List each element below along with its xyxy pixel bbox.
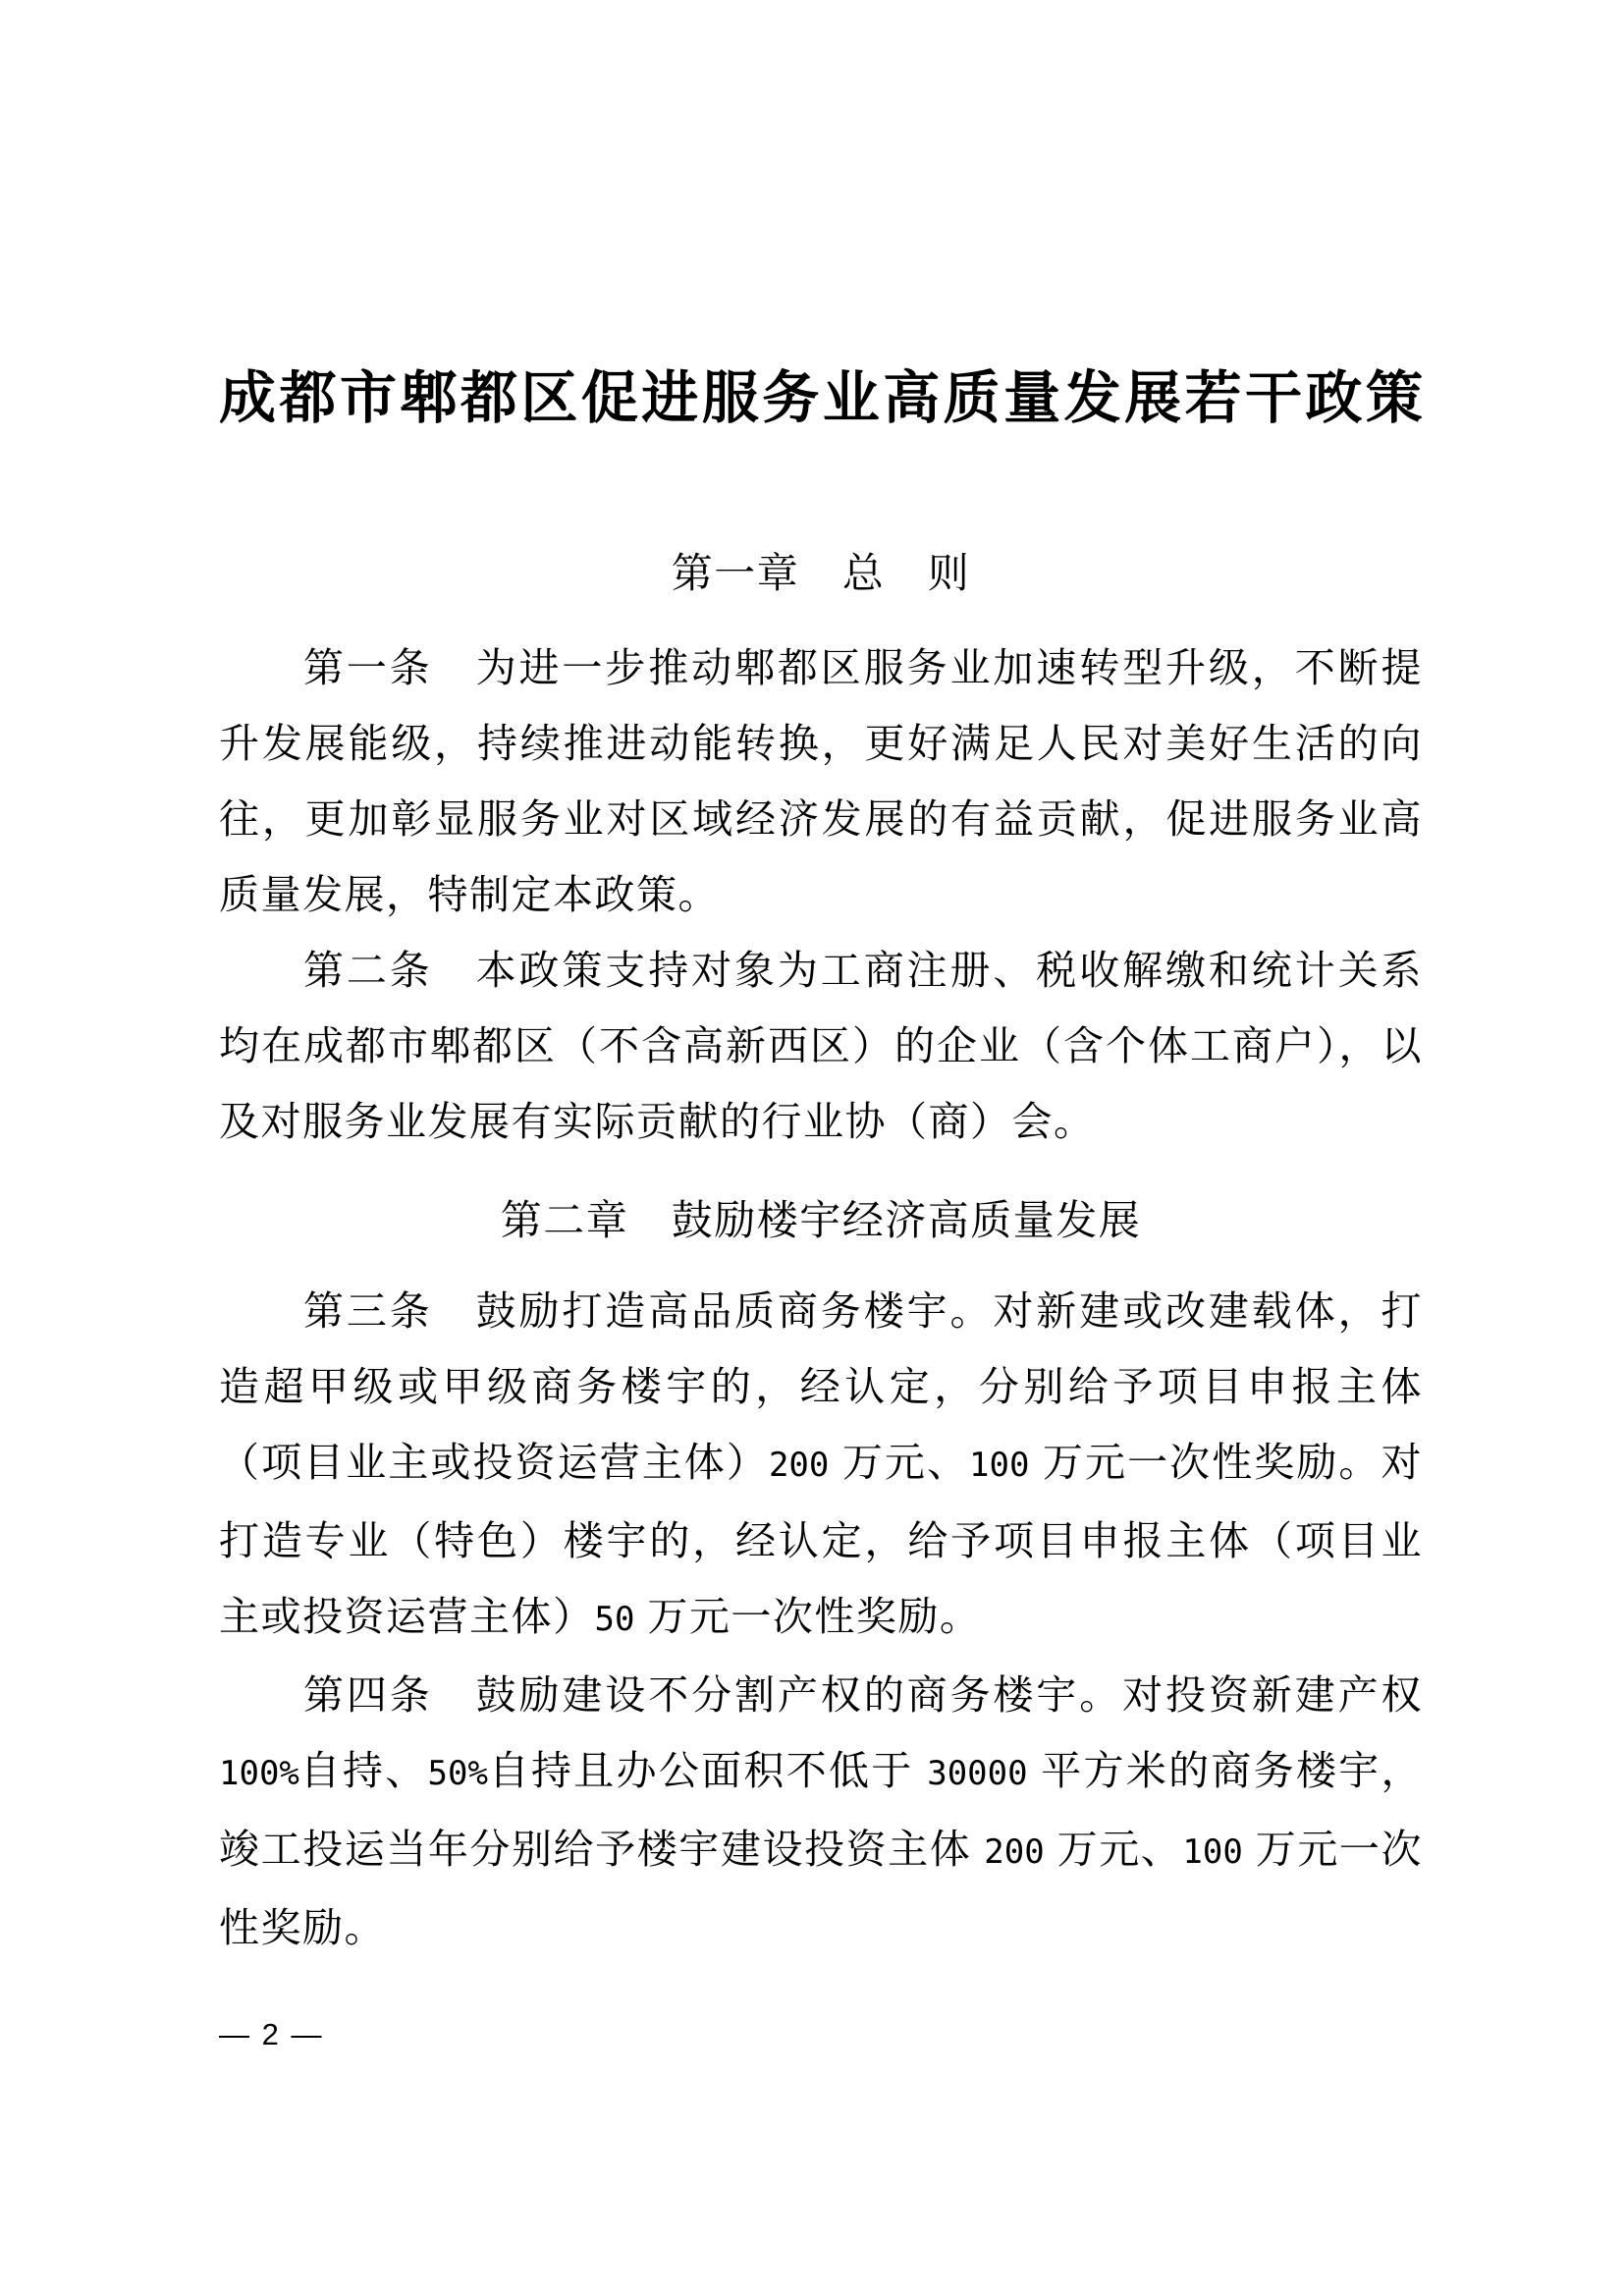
- article-2-paragraph: 第二条 本政策支持对象为工商注册、税收解缴和统计关系均在成都市郫都区（不含高新西区）的企业（含个体工商户），以及对服务业发展有实际贡献的行业协（商）会。: [219, 948, 1423, 1144]
- article-3-paragraph: 第三条 鼓励打造高品质商务楼宇。对新建或改建载体，打造超甲级或甲级商务楼宇的，经认定，分别给予项目申报主体（项目业主或投资运营主体）200 万元、100 万元一次性奖励。对打造专业（特色）楼宇的，经认定，给予项目申报主体（项目业主或投资运营主体）50 万元一次性奖励。: [219, 1288, 1424, 1639]
- article-4-paragraph: 第四条 鼓励建设不分割产权的商务楼宇。对投资新建产权 100%自持、50%自持且办公面积不低于 30000 平方米的商务楼宇，竣工投运当年分别给予楼宇建设投资主体 200 万元、100 万元一次性奖励。: [219, 1672, 1424, 1950]
- page-number: — 2 —: [219, 2017, 324, 2051]
- document-body: [219, 535, 1423, 1966]
- chapter-1-heading: 第一章 总 则: [671, 550, 971, 596]
- document-title: 成都市郫都区促进服务业高质量发展若干政策: [219, 366, 1423, 430]
- chapter-2-heading: 第二章 鼓励楼宇经济高质量发展: [500, 1197, 1142, 1243]
- article-1-paragraph: 第一条 为进一步推动郫都区服务业加速转型升级，不断提升发展能级，持续推进动能转换，更好满足人民对美好生活的向往，更加彰显服务业对区域经济发展的有益贡献，促进服务业高质量发展，特制定本政策。: [219, 645, 1423, 917]
